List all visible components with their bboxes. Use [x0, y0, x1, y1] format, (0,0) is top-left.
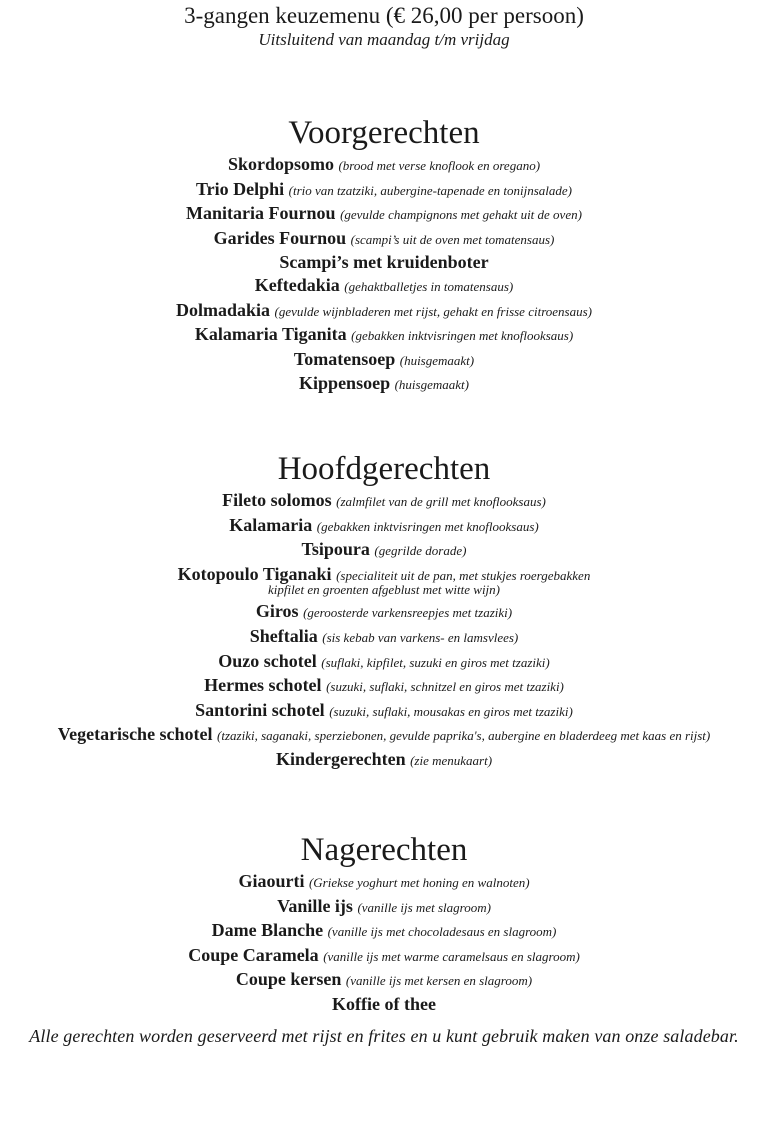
dish-name: Trio Delphi — [196, 178, 285, 199]
dish-description: (vanille ijs met slagroom) — [357, 899, 491, 915]
section-title-hoofdgerechten: Hoofdgerechten — [277, 451, 491, 487]
dish-description: (gevulde champignons met gehakt uit de oven) — [340, 207, 582, 223]
dish-name: Giros — [255, 601, 299, 622]
dish-list — [0, 870, 768, 1016]
dish-name: Tomatensoep — [293, 348, 396, 369]
dish-name: Tsipoura — [301, 539, 370, 560]
menu-item — [0, 993, 768, 1016]
dish-description: (tzaziki, saganaki, sperziebonen, gevulde paprika's, aubergine en bladerdeeg met kaas en rijst) — [217, 728, 711, 744]
menu-item — [0, 895, 768, 920]
dish-name: Manitaria Fournou — [186, 203, 336, 224]
dish-description: (gegrilde dorade) — [374, 543, 467, 559]
section-hoofdgerechten — [0, 451, 768, 773]
menu-item — [0, 348, 768, 373]
dish-name: Skordopsomo — [227, 154, 334, 174]
dish-description: (zie menukaart) — [410, 752, 493, 768]
dish-name: Sheftalia — [249, 625, 318, 646]
menu-title: 3-gangen keuzemenu (€ 26,00 per persoon) — [184, 3, 584, 28]
dish-name: Fileto solomos — [222, 490, 332, 510]
dish-name: Hermes schotel — [204, 675, 322, 696]
menu-item — [0, 299, 768, 324]
menu-item — [0, 227, 768, 252]
menu-item — [0, 153, 768, 178]
menu-item — [0, 625, 768, 650]
menu-item — [0, 274, 768, 299]
dish-description: (zalmfilet van de grill met knoflooksaus) — [336, 494, 546, 509]
dish-description: (gebakken inktvisringen met knoflooksaus) — [351, 328, 574, 344]
dish-name: Kippensoep — [299, 373, 391, 394]
menu-item — [0, 968, 768, 993]
dish-description: (vanille ijs met chocoladesaus en slagroom) — [327, 924, 557, 940]
menu-item — [0, 251, 768, 274]
dish-description: (vanille ijs met warme caramelsaus en slagroom) — [323, 948, 580, 964]
dish-list — [0, 489, 768, 773]
dish-description: (huisgemaakt) — [399, 352, 475, 368]
dish-description: (scampi’s uit de oven met tomatensaus) — [350, 231, 555, 247]
dish-name: Vanille ijs — [277, 895, 353, 916]
dish-name: Kindergerechten — [275, 748, 406, 769]
menu-item — [0, 650, 768, 675]
menu-item — [0, 674, 768, 699]
dish-name: Kotopoulo Tiganaki — [177, 563, 332, 584]
section-title-voorgerechten: Voorgerechten — [288, 115, 480, 151]
dish-name: Kalamaria Tiganita — [194, 324, 347, 345]
menu-item — [0, 870, 768, 895]
dish-description: (gehaktballetjes in tomatensaus) — [344, 278, 514, 294]
dish-name: Dame Blanche — [211, 920, 324, 941]
section-voorgerechten — [0, 115, 768, 397]
dish-description: (huisgemaakt) — [394, 377, 469, 393]
dish-name: Keftedakia — [254, 274, 340, 295]
dish-description-continued: kipfilet en groenten afgeblust met witte wijn) — [267, 582, 501, 598]
dish-name: Coupe kersen — [235, 969, 342, 990]
menu-item — [0, 323, 768, 348]
dish-list — [0, 153, 768, 397]
dish-name: Scampi’s met kruidenboter — [279, 252, 489, 273]
menu-item — [0, 748, 768, 773]
dish-name: Santorini schotel — [195, 699, 325, 720]
dish-description: (suzuki, suflaki, schnitzel en giros met tzaziki) — [326, 679, 564, 695]
dish-description: (specialiteit uit de pan, met stukjes roergebakken — [336, 567, 591, 583]
dish-name: Vegetarische schotel — [57, 724, 213, 745]
menu-item — [0, 489, 768, 514]
dish-name: Koffie of thee — [332, 993, 436, 1014]
dish-name: Giaourti — [238, 871, 305, 891]
menu-item — [0, 372, 768, 397]
dish-description: (brood met verse knoflook en oregano) — [338, 158, 541, 173]
dish-description: (trio van tzatziki, aubergine-tapenade en tonijnsalade) — [288, 182, 572, 198]
menu-item — [0, 944, 768, 969]
menu-subtitle: Uitsluitend van maandag t/m vrijdag — [258, 30, 510, 49]
menu-item — [0, 919, 768, 944]
dish-name: Dolmadakia — [175, 299, 271, 320]
dish-description: (suzuki, suflaki, mousakas en giros met tzaziki) — [329, 703, 573, 719]
dish-name: Garides Fournou — [213, 227, 347, 248]
dish-description: (Griekse yoghurt met honing en walnoten) — [308, 875, 530, 890]
dish-description: (sis kebab van varkens- en lamsvlees) — [322, 629, 519, 645]
footer-note: Alle gerechten worden geserveerd met rijst en frites en u kunt gebruik maken van onze saladebar. — [29, 1026, 739, 1046]
menu-item — [0, 699, 768, 724]
dish-name: Kalamaria — [229, 514, 313, 535]
dish-name: Coupe Caramela — [188, 944, 319, 965]
dish-description: (vanille ijs met kersen en slagroom) — [345, 973, 533, 989]
menu-item — [0, 723, 768, 748]
menu-item — [0, 563, 768, 597]
section-nagerechten — [0, 832, 768, 1016]
dish-description: (suflaki, kipfilet, suzuki en giros met tzaziki) — [321, 654, 550, 670]
menu-item — [0, 178, 768, 203]
dish-description: (geroosterde varkensreepjes met tzaziki) — [303, 605, 513, 621]
dish-description: (gebakken inktvisringen met knoflooksaus) — [316, 518, 539, 534]
section-title-nagerechten: Nagerechten — [300, 832, 468, 868]
menu-item — [0, 600, 768, 625]
dish-name: Ouzo schotel — [218, 650, 317, 671]
menu-item — [0, 538, 768, 563]
menu-item — [0, 514, 768, 539]
menu-item — [0, 202, 768, 227]
dish-description: (gevulde wijnbladeren met rijst, gehakt en frisse citroensaus) — [274, 303, 592, 319]
